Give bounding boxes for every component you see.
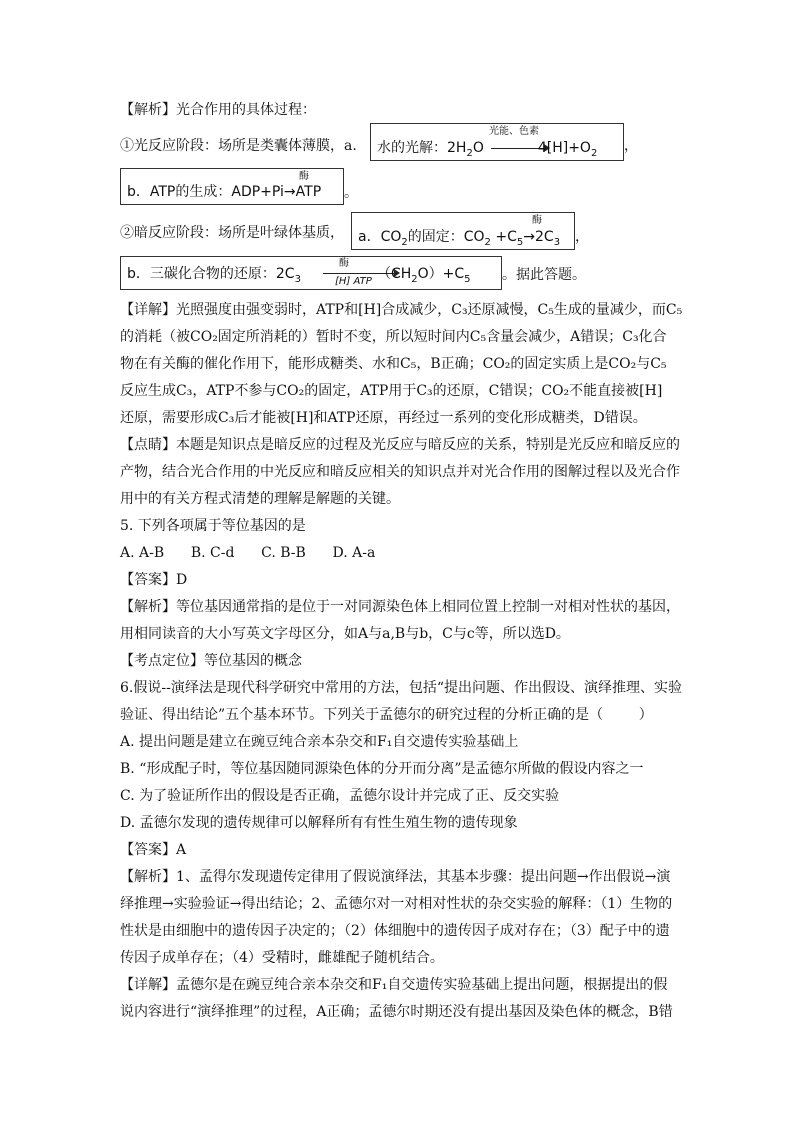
q6-detail-line: 【详解】孟德尔是在豌豆纯合亲本杂交和F₁自交遗传实验基础上提出问题，根据提出的假 [120,977,668,993]
equation-text: O）+C [417,266,465,282]
subscript: 3 [553,236,561,248]
q6-answer: 【答案】A [120,842,187,858]
q6-option-b: B. “形成配子时，等位基因随同源染色体的分开而分离”是孟德尔所做的假设内容之一 [120,761,644,777]
detail-line: 【详解】光照强度由强变弱时，ATP和[H]合成减少，C₃还原减慢，C₅生成的量减少，而C₅ [120,302,683,318]
q5-answer: 【答案】D [120,572,188,588]
analysis-trail: 。据此答题。 [502,267,586,283]
punct: ， [624,138,638,154]
q6-analysis-line: 传因子成单存在；（4）受精时，雌雄配子随机结合。 [120,950,444,966]
equation-text: 的固定：CO [407,229,485,245]
detail-line: 还原，需要形成C₃后才能被[H]和ATP还原，再经过一系列的变化形成糖类，D错误。 [120,410,647,426]
subscript: 2 [484,236,491,248]
q6-stem-line: 验证、得出结论”五个基本环节。下列关于孟德尔的研究过程的分析正确的是（ ） [120,707,653,723]
equation-right: 4[H]+O [537,140,591,156]
detail-line: 物在有关酶的催化作用下，能形成糖类、水和C₅，B正确；CO₂的固定实质上是CO₂与C₅ [120,356,667,372]
q6-detail-line: 说内容进行“演绎推理”的过程，A正确；孟德尔时期还没有提出基因及染色体的概念，B错 [120,1004,673,1020]
q6-analysis-line: 绎推理→实验验证→得出结论；2、孟德尔对一对相对性状的杂交实验的解释：（1）生物的 [120,896,673,912]
detail-line: 反应生成C₃，ATP不参与CO₂的固定，ATP用于C₃的还原，C错误；CO₂不能直接被[H] [120,383,663,399]
equation-box-c3-reduction [120,256,502,290]
equation-condition: 光能、色素 [489,126,539,137]
equation-text: +C [490,229,517,245]
q5-point: 【考点定位】等位基因的概念 [120,653,302,669]
detail-line: 的消耗（被CO₂固定所消耗的）暂时不变，所以短时间内C₅含量会减少，A错误；C₃化合 [120,329,667,345]
q5-analysis-line: 【解析】等位基因通常指的是位于一对同源染色体上相同位置上控制一对相对性状的基因， [120,599,680,615]
punct: ， [575,229,589,245]
equation-box-co2-fixation [351,212,575,250]
equation-text: a．CO [358,229,402,245]
comment-line: 用中的有关方程式清楚的理解是解题的关键。 [120,491,400,507]
subscript: 2 [466,147,473,159]
equation-condition: 酶 [299,171,309,182]
subscript: 2 [590,147,598,159]
q5-options: A. A-B B. C-d C. B-B D. A-a [120,545,376,561]
subscript: 3 [294,273,301,285]
equation-text: （CH [376,266,412,282]
equation-box-water-photolysis [370,123,624,161]
analysis-title: 【解析】光合作用的具体过程： [120,102,316,118]
stage1-label: ①光反应阶段：场所是类囊体薄膜，a. [120,138,357,154]
q5-analysis-line: 用相同读音的大小写英文字母区分，如A与a,B与b，C与c等，所以选D。 [120,626,570,642]
equation-box-atp [120,168,344,205]
q6-option-c: C. 为了验证所作出的假设是否正确，孟德尔设计并完成了正、反交实验 [120,788,560,804]
q6-analysis-line: 性状是由细胞中的遗传因子决定的；（2）体细胞中的遗传因子成对存在；（3）配子中的遗 [120,923,670,939]
subscript: 5 [464,273,471,285]
subscript: 5 [516,236,524,248]
equation-condition: 酶 [532,215,542,226]
equation-text: b．ATP的生成：ADP+Pi→ATP [127,184,322,200]
subscript: 2 [411,273,418,285]
subscript: 2 [401,236,408,248]
equation-left-tail: O [472,140,484,156]
comment-line: 产物，结合光合作用的中光反应和暗反应相关的知识点并对光合作用的图解过程以及光合作 [120,464,680,480]
q6-option-a: A. 提出问题是建立在豌豆纯合亲本杂交和F₁自交遗传实验基础上 [120,734,519,750]
equation-left: 水的光解：2H [377,140,467,156]
comment-line: 【点睛】本题是知识点是暗反应的过程及光反应与暗反应的关系，特别是光反应和暗反应的 [120,437,680,453]
equation-text: →2C [523,229,554,245]
equation-condition-top: 酶 [339,258,349,269]
q5-stem: 5. 下列各项属于等位基因的是 [120,518,306,534]
equation-condition-bottom: [H] ATP [335,276,372,287]
q6-stem-line: 6.假说--演绎法是现代科学研究中常用的方法，包括“提出问题、作出假设、演绎推理、实验 [120,680,682,696]
q6-option-d: D. 孟德尔发现的遗传规律可以解释所有有性生殖生物的遗传现象 [120,815,518,831]
stage2-label: ②暗反应阶段：场所是叶绿体基质， [120,225,344,241]
equation-text: b．三碳化合物的还原：2C [127,266,295,282]
q6-analysis-line: 【解析】1、孟得尔发现遗传定律用了假说演绎法，其基本步骤：提出问题→作出假说→演 [120,869,671,885]
punct: 。 [344,185,358,201]
